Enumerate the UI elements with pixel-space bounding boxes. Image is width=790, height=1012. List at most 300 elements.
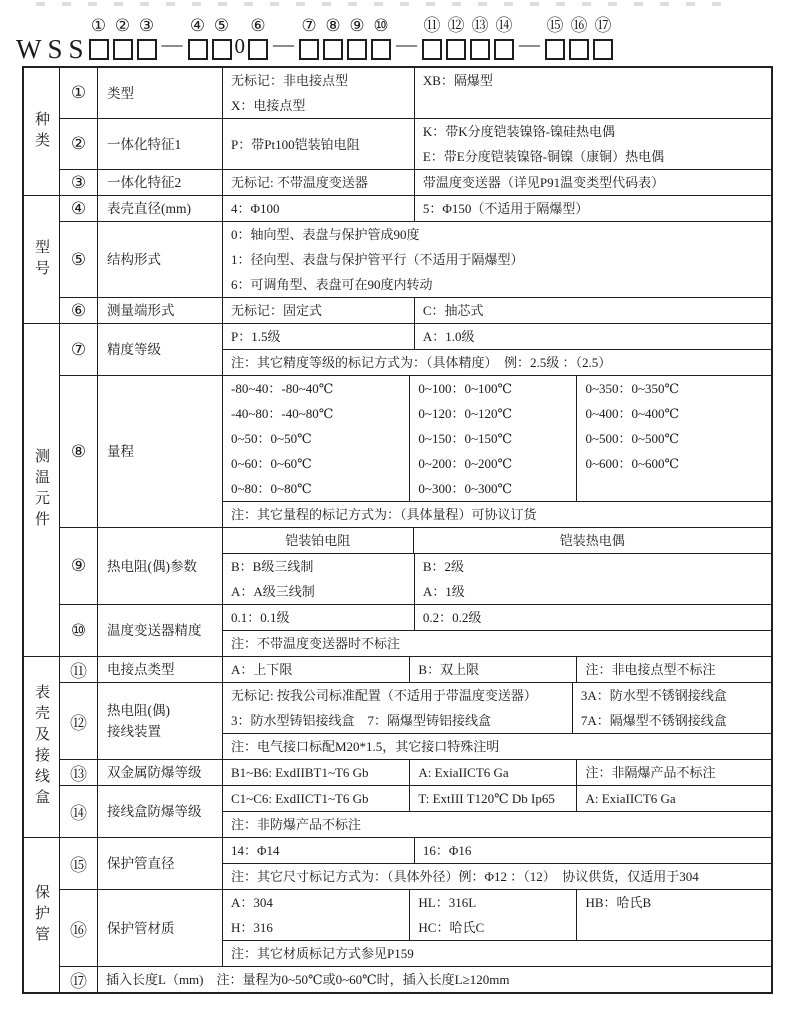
code-position-number: ⑮: [546, 16, 564, 35]
code-position-number: ⑬: [471, 16, 489, 35]
sub-row: [223, 786, 771, 811]
value-cell: [409, 376, 576, 501]
value-line: C：抽芯式: [422, 303, 484, 318]
code-token: [111, 13, 135, 63]
value-line: 注：其它材质标记方式参见P159: [231, 946, 414, 961]
row-name-line: 电接点类型: [107, 662, 175, 677]
value-cell: [414, 554, 771, 604]
sub-row: [223, 940, 771, 966]
value-cell: [576, 890, 771, 940]
value-cell: [223, 350, 771, 375]
code-position-number: ⑧: [325, 16, 341, 35]
row-number: ⑯: [60, 890, 98, 966]
row-name-line: 保护管材质: [107, 920, 175, 936]
sub-row: [223, 733, 771, 759]
row-name-line: 测量端形式: [107, 303, 175, 318]
code-token: [591, 13, 615, 63]
value-line: 无标记：固定式: [231, 303, 323, 318]
value-cell: [223, 812, 771, 837]
row-body: [223, 222, 771, 297]
value-cell: [223, 298, 414, 323]
code-position-number: ③: [138, 16, 155, 35]
row-name: [98, 222, 223, 297]
row-body: [223, 786, 771, 837]
value-cell: [223, 786, 409, 811]
code-box: [422, 39, 442, 60]
code-token: [66, 12, 87, 63]
group-section: [24, 837, 771, 992]
value-line: HB：哈氏B: [585, 895, 652, 910]
code-char: W: [16, 34, 42, 64]
code-position-number: ⑩: [373, 16, 389, 35]
spec-row: [60, 118, 771, 169]
row-number: ⑪: [60, 657, 98, 682]
code-box: [299, 39, 319, 60]
code-char: —: [273, 32, 295, 56]
value-line: 0~100：0~100℃: [418, 381, 513, 396]
value-cell: [409, 890, 576, 940]
value-cell: [223, 760, 409, 785]
spec-row: [60, 657, 771, 682]
value-cell: [223, 683, 572, 733]
row-number: ④: [60, 196, 98, 221]
value-cell: [223, 657, 409, 682]
spec-row: [60, 196, 771, 221]
model-code-header: [13, 7, 790, 63]
value-line: T: ExtIII T120℃ Db Ip65: [418, 791, 555, 806]
code-char: S: [47, 34, 63, 64]
code-token: [444, 13, 468, 63]
sub-row: [223, 890, 771, 940]
value-cell: [98, 967, 771, 992]
row-body: [223, 119, 771, 169]
code-box: [248, 39, 268, 60]
value-line: 铠装铂电阻: [285, 533, 351, 548]
value-line: 16：Φ16: [422, 843, 472, 858]
value-line: K：带K分度铠装镍铬-镍硅热电偶: [422, 124, 615, 139]
value-line: 注：不带温度变送器时不标注: [231, 636, 401, 651]
code-position-number: ⑰: [594, 16, 612, 35]
value-cell: [576, 760, 771, 785]
value-cell: [223, 324, 414, 349]
row-name: [98, 68, 223, 118]
row-number: ⑤: [60, 222, 98, 297]
row-number: ⑩: [60, 605, 98, 656]
sub-row: [223, 528, 771, 553]
row-name: [98, 760, 223, 785]
value-line: 无标记: 按我公司标准配置（不适用于带温度变送器）: [231, 688, 537, 703]
spec-row: [60, 838, 771, 889]
spec-table: [22, 66, 773, 994]
value-line: B1~B6: ExdIIBT1~T6 Gb: [231, 765, 369, 780]
code-box: [593, 39, 613, 60]
code-token: [543, 13, 567, 63]
value-line: 注：其它尺寸标记方式为：（具体外径）例：Φ12 ：（12） 协议供货，仅适用于304: [231, 869, 699, 884]
sub-row: [223, 68, 771, 118]
value-cell: [414, 196, 771, 221]
row-name-line: 热电阻(偶)参数: [107, 558, 197, 574]
value-cell: [414, 605, 771, 630]
value-line: 0~120：0~120℃: [418, 406, 513, 421]
value-cell: [572, 683, 771, 733]
value-line: 0~150：0~150℃: [418, 431, 513, 446]
spec-row: [60, 324, 771, 375]
value-line: 0~50：0~50℃: [231, 431, 312, 446]
sub-row: [223, 119, 771, 169]
spec-row: [60, 169, 771, 195]
group-label: 表壳及接线盒: [24, 657, 60, 837]
row-body: [223, 68, 771, 118]
value-cell: [409, 786, 576, 811]
row-name-line: 表壳直径(mm): [107, 201, 191, 216]
row-name: [98, 196, 223, 221]
code-token: [135, 13, 159, 63]
code-token: [321, 13, 345, 63]
code-token: [186, 13, 210, 63]
row-name: [98, 890, 223, 966]
sub-row: [223, 349, 771, 375]
value-line: C1~C6: ExdIICT1~T6 Gb: [231, 791, 369, 806]
code-box: [446, 39, 466, 60]
code-token: [420, 13, 444, 63]
spec-row: [60, 759, 771, 785]
value-line: 7A：隔爆型不锈钢接线盒: [580, 713, 727, 728]
value-line: 3A：防水型不锈钢接线盒: [580, 688, 727, 703]
row-number: ⑰: [60, 967, 98, 992]
code-char: S: [68, 34, 84, 64]
value-cell: [223, 222, 771, 297]
group-rows: [60, 838, 771, 992]
value-line: A：上下限: [231, 662, 293, 677]
value-line: P：1.5级: [231, 329, 281, 344]
row-name-line: 接线盒防爆等级: [107, 804, 202, 819]
sub-row: [223, 501, 771, 527]
value-cell: [414, 119, 771, 169]
code-position-number: ④: [189, 16, 206, 35]
row-body: [223, 324, 771, 375]
code-box: [137, 39, 157, 60]
sub-row: [223, 811, 771, 837]
sub-row: [223, 657, 771, 682]
code-position-number: ⑥: [250, 16, 266, 35]
row-name: [98, 683, 223, 759]
row-body: [223, 890, 771, 966]
value-line: B：双上限: [418, 662, 480, 677]
code-token: [345, 13, 369, 63]
value-cell: [576, 786, 771, 811]
value-line: 1：径向型、表盘与保护管平行（不适用于隔爆型）: [231, 252, 524, 267]
value-line: 4：Φ100: [231, 201, 280, 216]
spec-row: [60, 682, 771, 759]
row-number: ②: [60, 119, 98, 169]
code-position-number: ①: [90, 16, 107, 35]
row-name: [98, 376, 223, 527]
code-token: [468, 13, 492, 63]
row-name-line: 保护管直径: [107, 856, 175, 871]
value-line: A: ExiaIICT6 Ga: [418, 765, 509, 780]
value-line: 注：非防爆产品不标注: [231, 817, 362, 832]
row-name-line: 量程: [107, 444, 134, 459]
value-cell: [576, 657, 771, 682]
value-cell: [409, 657, 576, 682]
group-section: [24, 323, 771, 656]
code-box: [347, 39, 367, 60]
row-number: ③: [60, 170, 98, 195]
code-token: [567, 13, 591, 63]
value-line: 0.1：0.1级: [231, 610, 290, 625]
value-line: 铠装热电偶: [559, 533, 625, 548]
sub-row: [223, 324, 771, 349]
value-line: 14：Φ14: [231, 843, 280, 858]
code-box: [470, 39, 490, 60]
spec-row: [60, 221, 771, 297]
row-name: [98, 605, 223, 656]
code-box: [188, 39, 208, 60]
row-name-line: 双金属防爆等级: [107, 765, 202, 780]
code-char: —: [161, 32, 183, 56]
value-cell: [223, 68, 414, 118]
code-box: [323, 39, 343, 60]
sub-row: [223, 553, 771, 604]
code-position-number: ⑫: [447, 16, 465, 35]
row-name: [98, 528, 223, 604]
code-token: [516, 7, 543, 63]
code-token: [87, 13, 111, 63]
row-body: [223, 838, 771, 889]
value-line: A：1级: [422, 584, 465, 599]
value-line: B：2级: [422, 559, 465, 574]
group-label: 型号: [24, 196, 60, 323]
spec-row: [60, 527, 771, 604]
value-line: 注：电气接口标配M20*1.5，其它接口特殊注明: [231, 739, 500, 754]
value-line: 0~300：0~300℃: [418, 481, 513, 496]
row-body: [223, 657, 771, 682]
code-token: [210, 13, 234, 63]
value-line: 0~200：0~200℃: [418, 456, 513, 471]
value-line: 0~500：0~500℃: [585, 431, 680, 446]
value-line: H：316: [231, 920, 273, 935]
value-cell: [414, 170, 771, 195]
code-box: [371, 39, 391, 60]
value-cell: [223, 941, 771, 966]
spec-row: [60, 375, 771, 527]
code-position-number: ②: [114, 16, 131, 35]
row-body: [223, 683, 771, 759]
code-position-number: ⑭: [495, 16, 513, 35]
row-number: ⑫: [60, 683, 98, 759]
value-line: 无标记: 不带温度变送器: [231, 175, 368, 190]
sub-row: [223, 222, 771, 297]
code-token: [369, 13, 393, 63]
row-name-line: 类型: [107, 85, 134, 101]
row-body: [223, 760, 771, 785]
row-name: [98, 657, 223, 682]
row-name-line: 温度变送器精度: [107, 623, 202, 638]
row-name: [98, 838, 223, 889]
value-line: 3：防水型铸铝接线盒 7：隔爆型铸铝接线盒: [231, 713, 492, 728]
value-cell: [223, 838, 414, 863]
group-label: 种类: [24, 68, 60, 195]
value-line: B：B级三线制: [231, 559, 314, 574]
value-cell: [576, 376, 771, 501]
value-line: A：1.0级: [422, 329, 475, 344]
value-line: -80~40：-80~40℃: [231, 381, 334, 396]
sub-row: [223, 760, 771, 785]
row-name-line: 精度等级: [107, 342, 161, 357]
value-line: 注：非隔爆产品不标注: [585, 765, 716, 780]
value-line: X：电接点型: [231, 98, 306, 113]
code-position-number: ⑯: [570, 16, 588, 35]
value-line: 0：轴向型、表盘与保护管成90度: [231, 227, 420, 242]
value-line: 0~60：0~60℃: [231, 456, 312, 471]
value-line: 5：Φ150（不适用于隔爆型）: [422, 201, 589, 216]
value-line: 注：其它精度等级的标记方式为：（具体精度） 例：2.5级 ：（2.5）: [231, 355, 612, 370]
code-position-number: ⑤: [213, 16, 230, 35]
value-cell: [413, 528, 771, 553]
sub-row: [223, 683, 771, 733]
value-line: -40~80：-40~80℃: [231, 406, 334, 421]
value-line: 0~400：0~400℃: [585, 406, 680, 421]
value-cell: [223, 170, 414, 195]
row-body: [223, 298, 771, 323]
row-body: [223, 528, 771, 604]
group-section: [24, 68, 771, 195]
sub-row: [223, 863, 771, 889]
row-name: [98, 298, 223, 323]
code-token: [297, 13, 321, 63]
sub-row: [223, 298, 771, 323]
code-position-number: ⑦: [301, 16, 317, 35]
value-line: 带温度变送器（详见P91温变类型代码表）: [422, 175, 665, 190]
value-line: 注：非电接点型不标注: [585, 662, 716, 677]
row-number: ⑦: [60, 324, 98, 375]
page-edge-artifact: [36, 2, 726, 6]
code-token: [13, 12, 44, 63]
code-token: [159, 7, 186, 63]
value-line: A：304: [231, 895, 273, 910]
code-box: [89, 39, 109, 60]
value-line: A: ExiaIICT6 Ga: [585, 791, 676, 806]
value-cell: [414, 298, 771, 323]
value-line: 注：其它量程的标记方式为：（具体量程）可协议订货: [231, 507, 537, 522]
code-box: [494, 39, 514, 60]
code-token: [234, 9, 247, 63]
row-number: ⑮: [60, 838, 98, 889]
group-rows: [60, 324, 771, 656]
value-cell: [223, 502, 771, 527]
group-section: [24, 656, 771, 837]
value-cell: [223, 528, 413, 553]
code-char: —: [396, 32, 418, 56]
row-name-line: 接线装置: [107, 724, 161, 739]
code-box: [212, 39, 232, 60]
row-name: [98, 170, 223, 195]
group-rows: [60, 68, 771, 195]
row-name: [98, 119, 223, 169]
row-name: [98, 324, 223, 375]
row-number: ⑥: [60, 298, 98, 323]
group-section: [24, 195, 771, 323]
spec-row: [60, 966, 771, 992]
code-position-number: ⑨: [349, 16, 365, 35]
spec-row: [60, 889, 771, 966]
sub-row: [223, 605, 771, 630]
row-name-line: 一体化特征1: [107, 136, 182, 152]
group-rows: [60, 196, 771, 323]
value-line: 6：可调角型、表盘可在90度内转动: [231, 277, 433, 292]
row-number: ⑬: [60, 760, 98, 785]
value-line: 0~600：0~600℃: [585, 456, 680, 471]
row-number: ⑨: [60, 528, 98, 604]
sub-row: [223, 838, 771, 863]
code-token: [492, 13, 516, 63]
code-box: [113, 39, 133, 60]
value-line: A：A级三线制: [231, 584, 315, 599]
row-name-line: 结构形式: [107, 252, 161, 267]
value-cell: [223, 196, 414, 221]
row-number: ⑭: [60, 786, 98, 837]
value-cell: [223, 376, 409, 501]
value-cell: [414, 68, 771, 118]
code-char: 0: [234, 34, 246, 58]
value-cell: [223, 890, 409, 940]
sub-row: [223, 196, 771, 221]
value-cell: [223, 605, 414, 630]
spec-row: [60, 785, 771, 837]
code-token: [246, 13, 270, 63]
page-root: [0, 2, 790, 1012]
row-name: [98, 786, 223, 837]
value-line: HL：316L: [418, 895, 477, 910]
code-token: [393, 7, 420, 63]
row-body: [98, 967, 771, 992]
value-line: 0~80：0~80℃: [231, 481, 312, 496]
spec-row: [60, 68, 771, 118]
code-position-number: ⑪: [423, 16, 441, 35]
value-line: HC：哈氏C: [418, 920, 485, 935]
group-label: 测温元件: [24, 324, 60, 656]
row-body: [223, 196, 771, 221]
value-line: XB：隔爆型: [422, 73, 493, 88]
value-cell: [414, 838, 771, 863]
value-cell: [223, 119, 414, 169]
value-cell: [223, 554, 414, 604]
value-line: 无标记：非电接点型: [231, 73, 349, 88]
code-char: —: [519, 32, 541, 56]
value-cell: [414, 324, 771, 349]
code-box: [545, 39, 565, 60]
spec-row: [60, 297, 771, 323]
code-token: [270, 7, 297, 63]
sub-row: [98, 967, 771, 992]
spec-row: [60, 604, 771, 656]
value-cell: [223, 864, 771, 889]
value-line: E：带E分度铠装镍铬-铜镍（康铜）热电偶: [422, 149, 665, 164]
row-number: ⑧: [60, 376, 98, 527]
value-cell: [409, 760, 576, 785]
value-cell: [223, 734, 771, 759]
value-cell: [223, 631, 771, 656]
group-label: 保护管: [24, 838, 60, 992]
sub-row: [223, 170, 771, 195]
row-body: [223, 376, 771, 527]
code-token: [44, 12, 65, 63]
value-line: P：带Pt100铠装铂电阻: [231, 136, 360, 152]
row-number: ①: [60, 68, 98, 118]
row-name-line: 一体化特征2: [107, 175, 182, 190]
value-line: 插入长度L（mm) 注：量程为0~50℃或0~60℃时，插入长度L≥120mm: [106, 972, 510, 987]
value-line: 0~350：0~350℃: [585, 381, 680, 396]
